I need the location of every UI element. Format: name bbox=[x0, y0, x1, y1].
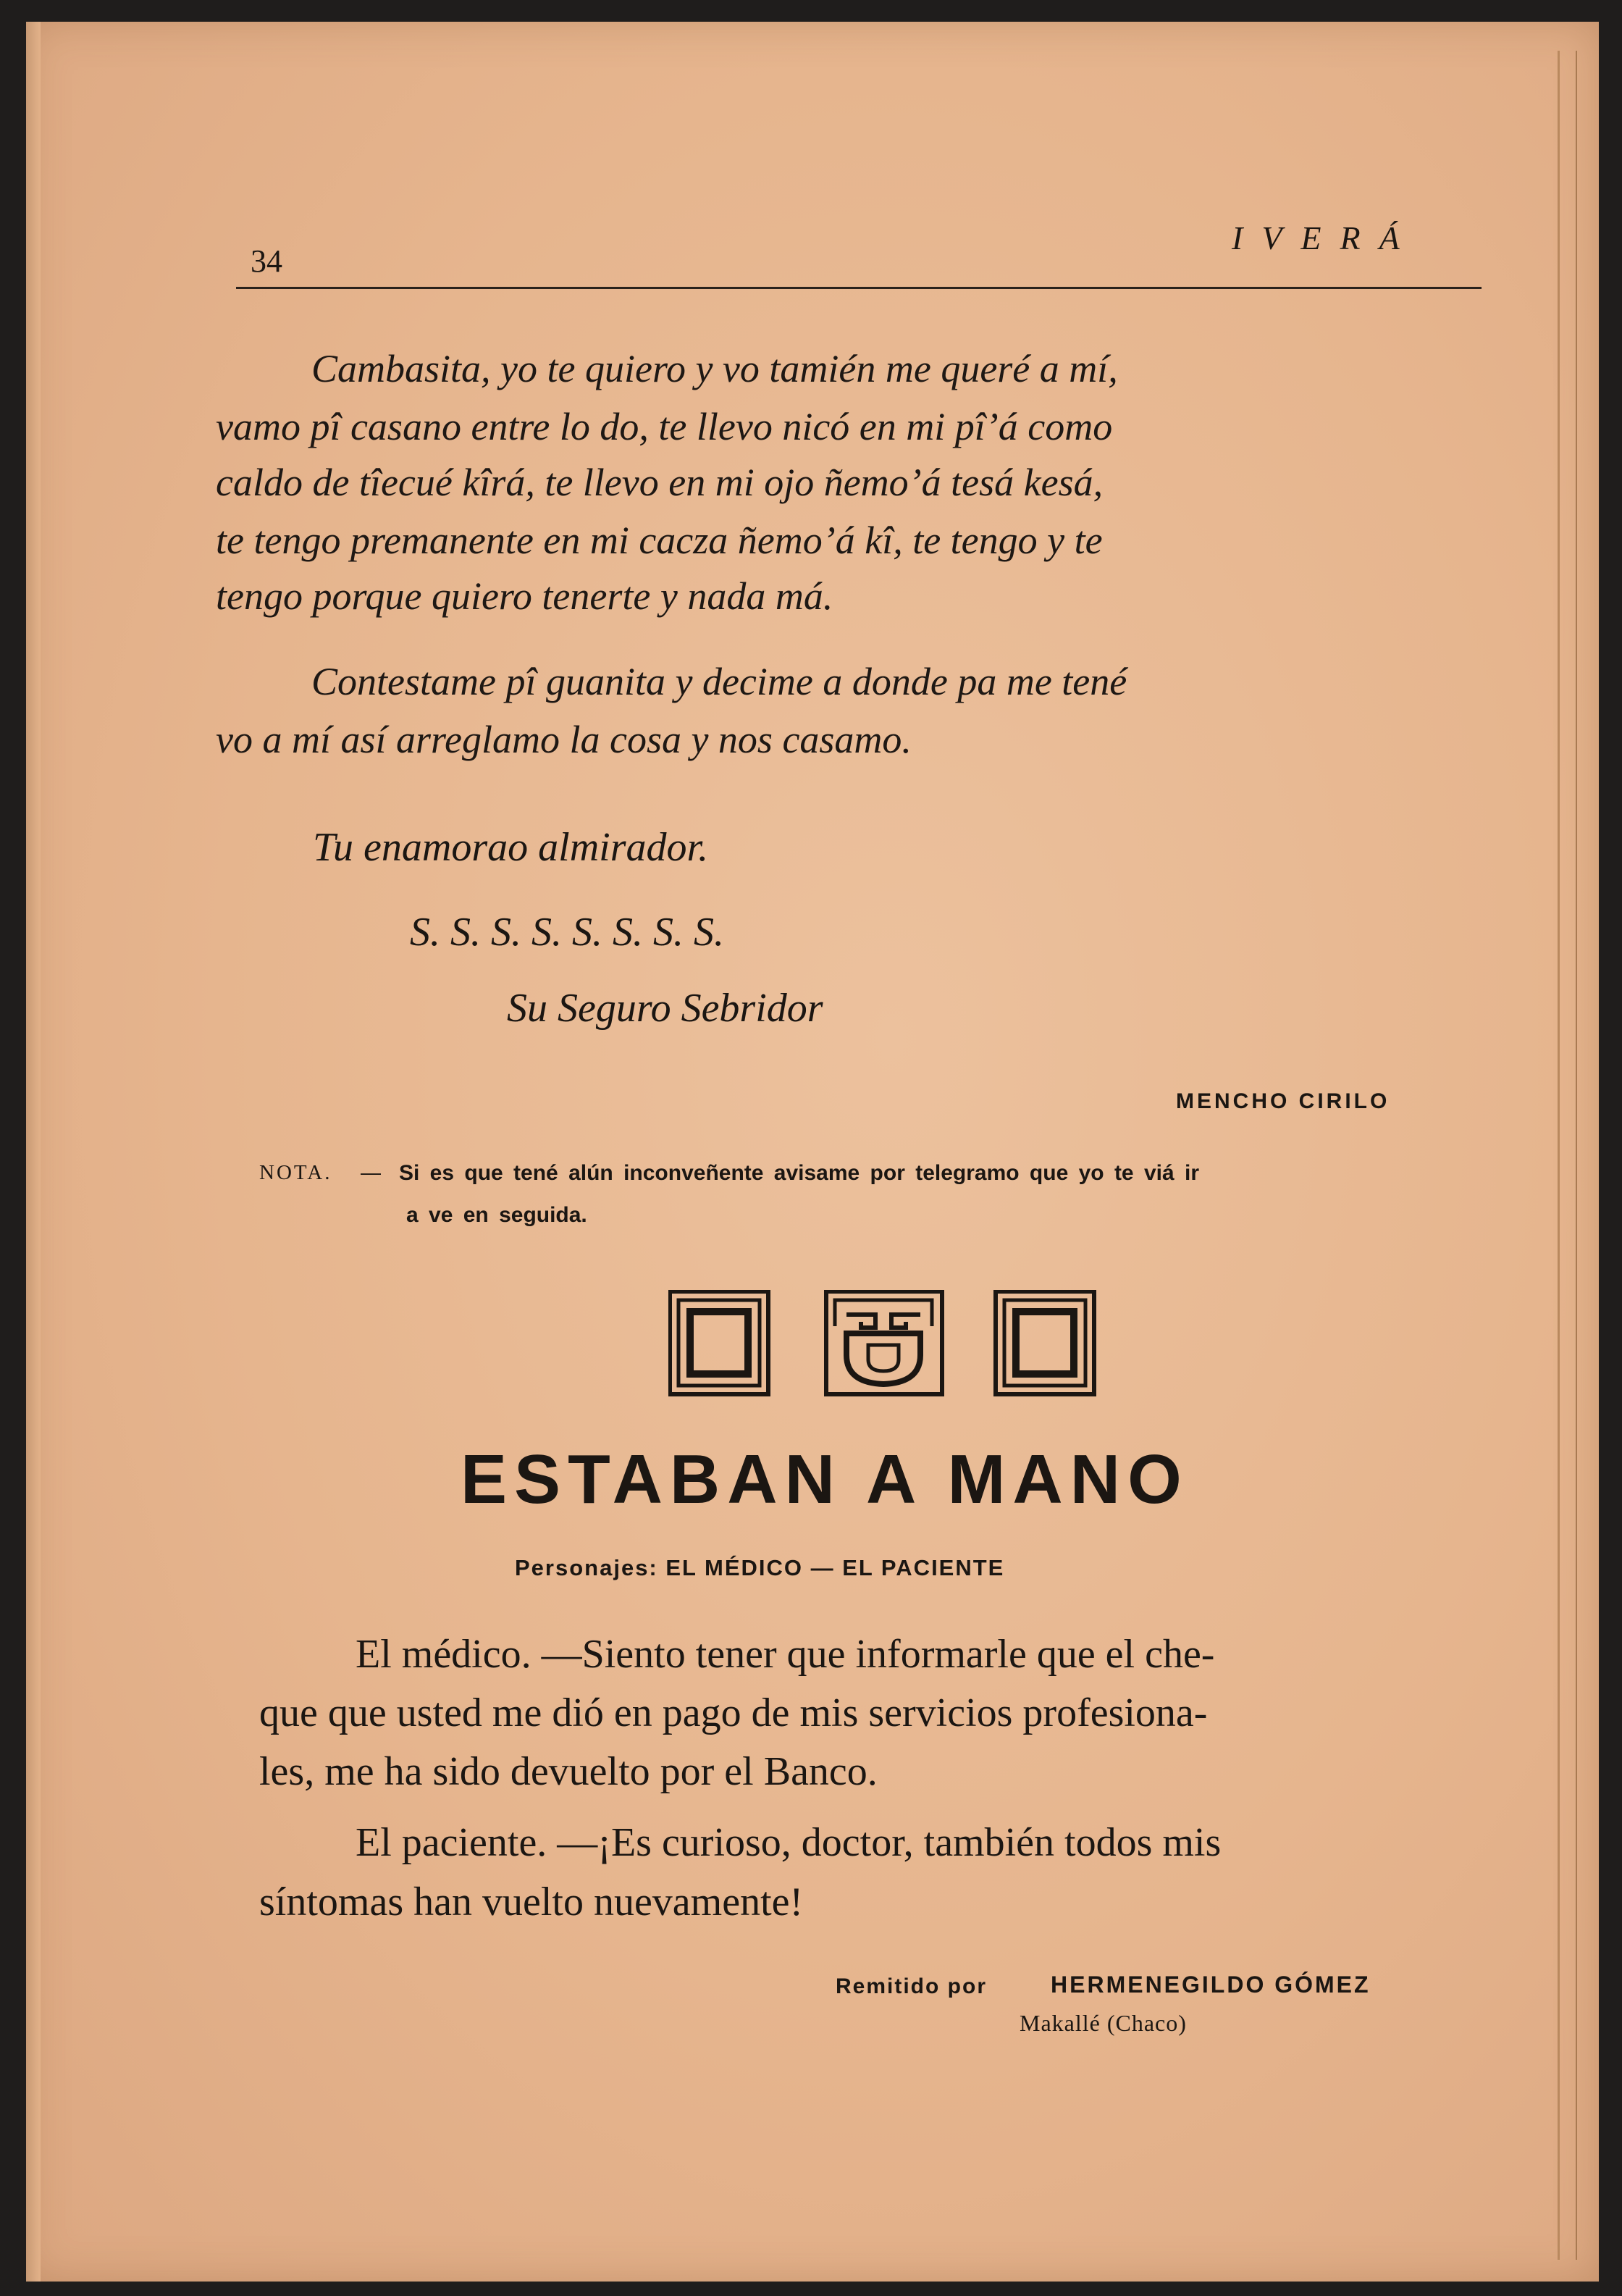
note-text-line: Si es que tené alún inconveñente avisame por telegramo que yo te viá ir bbox=[399, 1161, 1200, 1185]
book-page bbox=[26, 22, 1599, 2282]
page-fore-edge bbox=[1558, 51, 1577, 2260]
story-title: ESTABAN A MANO bbox=[461, 1441, 1189, 1518]
story-line: El paciente. —¡Es curioso, doctor, también todos mis bbox=[356, 1820, 1222, 1865]
meander-ornament-icon bbox=[826, 1291, 942, 1394]
square-ornament-icon bbox=[996, 1291, 1094, 1394]
letter-signature: MENCHO CIRILO bbox=[1176, 1089, 1390, 1113]
story-line: les, me ha sido devuelto por el Banco. bbox=[259, 1749, 878, 1794]
letter-line: Contestame pî guanita y decime a donde pa me tené bbox=[311, 660, 1127, 703]
letter-line: te tengo premanente en mi cacza ñemo’á kî, te tengo y te bbox=[216, 519, 1103, 562]
letter-line: tengo porque quiero tenerte y nada má. bbox=[216, 574, 833, 618]
letter-line: caldo de tîecué kîrá, te llevo en mi ojo ñemo’á tesá kesá, bbox=[216, 461, 1104, 504]
header-rule bbox=[236, 287, 1482, 289]
closing-initials: S. S. S. S. S. S. S. S. bbox=[410, 910, 724, 955]
letter-line: vamo pî casano entre lo do, te llevo nicó en mi pî’á como bbox=[216, 405, 1113, 448]
letter-line: Cambasita, yo te quiero y vo tamién me queré a mí, bbox=[311, 347, 1118, 390]
square-ornament-icon bbox=[670, 1291, 768, 1394]
remitido-label: Remitido por bbox=[836, 1974, 987, 1998]
running-title: IVERÁ bbox=[1232, 219, 1419, 256]
remitido-place: Makallé (Chaco) bbox=[1020, 2010, 1187, 2036]
story-line: síntomas han vuelto nuevamente! bbox=[259, 1880, 804, 1924]
closing-line: Su Seguro Sebridor bbox=[507, 986, 823, 1031]
note-text-line: a ve en seguida. bbox=[406, 1203, 587, 1227]
note-label: NOTA. bbox=[259, 1161, 332, 1184]
story-characters: Personajes: EL MÉDICO — EL PACIENTE bbox=[515, 1555, 1005, 1580]
closing-line: Tu enamorao almirador. bbox=[313, 825, 709, 870]
remitido-name: HERMENEGILDO GÓMEZ bbox=[1051, 1972, 1371, 1998]
story-line: El médico. —Siento tener que informarle que el che- bbox=[356, 1632, 1215, 1677]
note-dash: — bbox=[361, 1161, 381, 1183]
page-binding-edge bbox=[26, 22, 41, 2282]
page-number: 34 bbox=[251, 243, 282, 279]
story-line: que que usted me dió en pago de mis servicios profesiona- bbox=[259, 1690, 1208, 1735]
ornament-divider bbox=[668, 1290, 1110, 1402]
letter-line: vo a mí así arreglamo la cosa y nos casamo. bbox=[216, 718, 912, 761]
